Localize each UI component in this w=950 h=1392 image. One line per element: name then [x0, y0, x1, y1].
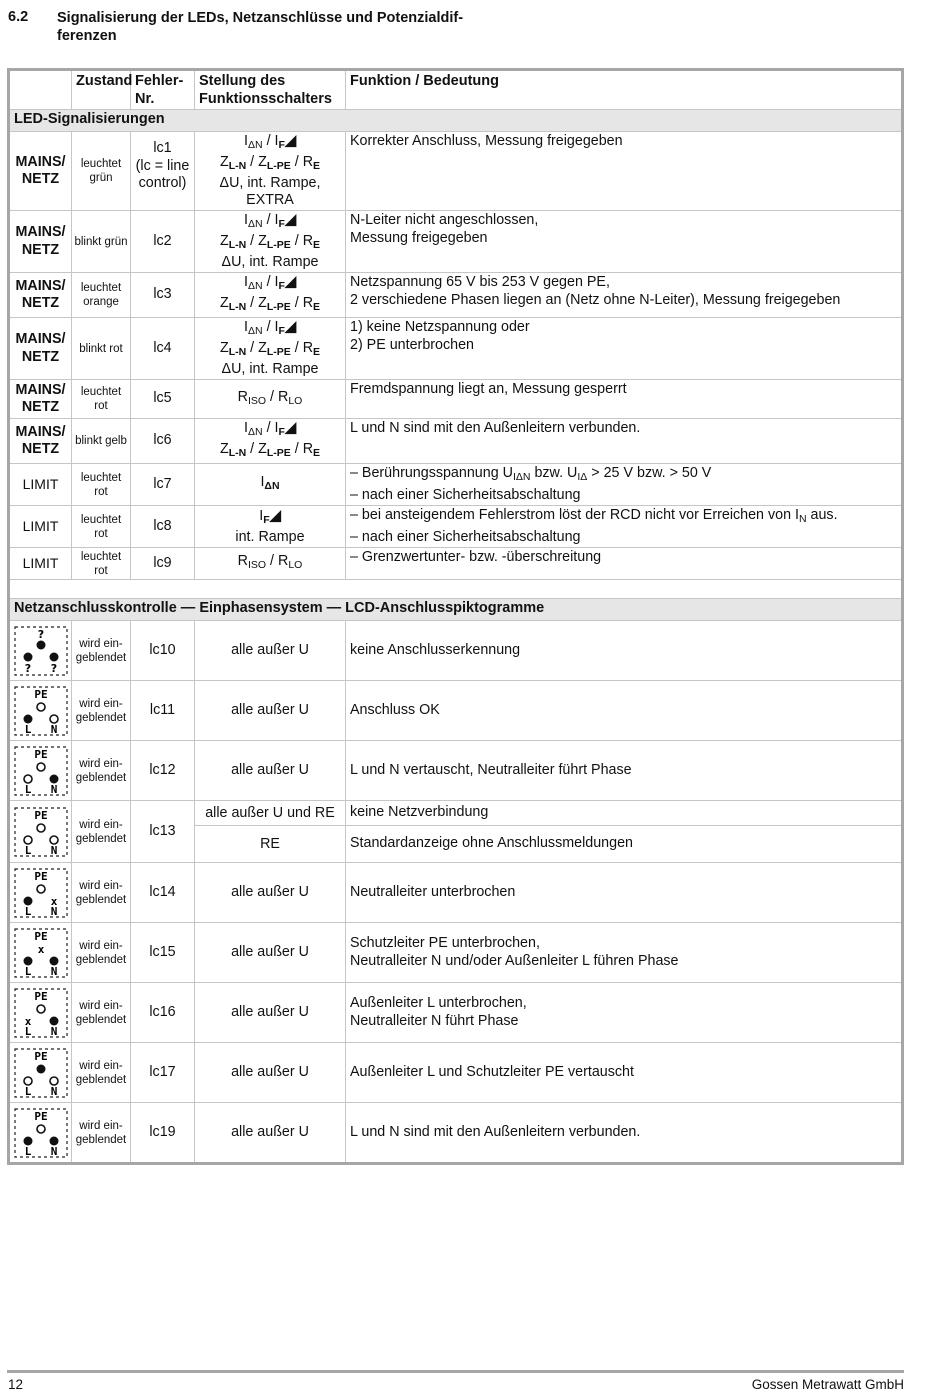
header-name [9, 70, 72, 110]
function-text: – Berührungsspannung $U_{I\Delta N}$ bzw. $U_{I\Delta} > 25$ V bzw. > 50 V – nach einer Sicherheitsabschaltung [346, 464, 903, 506]
switch-position: alle außer U [195, 923, 346, 983]
net-section-title: Netzanschlusskontrolle — Einphasensystem — LCD-Anschlusspiktogramme [9, 599, 903, 621]
svg-text:?: ? [50, 661, 58, 675]
table-row [9, 506, 903, 548]
table-row [9, 923, 903, 983]
svg-text:N: N [50, 722, 58, 736]
lcd-pictogram-two-phases [9, 1103, 72, 1164]
svg-text:PE: PE [34, 808, 48, 822]
lcd-pictogram-swapped [9, 741, 72, 801]
function-text: 1) keine Netzspannung oder 2) PE unterbrochen [346, 318, 903, 380]
lcd-pictogram-no-connection [9, 801, 72, 863]
function-text: Anschluss OK [346, 681, 903, 741]
error-code: lc5 [131, 380, 195, 419]
function-text: Neutralleiter unterbrochen [346, 863, 903, 923]
table-row [9, 1103, 903, 1164]
led-state: leuchtet rot [72, 464, 131, 506]
section-title-line2: ferenzen [57, 28, 117, 44]
error-code: lc8 [131, 506, 195, 548]
formula-riso-rlo: $R_{ISO} / R_{LO}$ [237, 553, 303, 571]
function-line: – Berührungsspannung $U_{I\Delta N}$ bzw. $U_{I\Delta} > 25$ V bzw. > 50 V [350, 465, 712, 483]
function-text: Netzspannung 65 V bis 253 V gegen PE, 2 verschiedene Phasen liegen an (Netz ohne N-Leiter), Messung freigegeben [346, 273, 903, 318]
header-error-l2: Nr. [135, 90, 155, 107]
error-code: lc1 (lc = line control) [131, 132, 195, 211]
error-code: lc19 [131, 1103, 195, 1164]
table-row [9, 1043, 903, 1103]
svg-text:PE: PE [34, 929, 48, 943]
switch-position [195, 211, 346, 273]
table-row [9, 380, 903, 419]
lcd-pictogram-l-pe-swapped [9, 1043, 72, 1103]
lcd-pictogram-unknown [9, 621, 72, 681]
svg-text:L: L [24, 722, 32, 736]
svg-text:L: L [24, 964, 32, 978]
error-code: lc11 [131, 681, 195, 741]
svg-text:L: L [24, 1144, 32, 1158]
led-section-header [9, 110, 903, 132]
error-code: lc15 [131, 923, 195, 983]
svg-text:x: x [24, 1014, 32, 1028]
error-code: lc12 [131, 741, 195, 801]
lcd-state: wird ein- geblendet [72, 1103, 131, 1164]
switch-line: ΔU, int. Rampe, [219, 175, 321, 191]
led-signal-table [7, 68, 904, 1165]
svg-text:L: L [24, 904, 32, 918]
led-name: LIMIT [9, 548, 72, 580]
led-name: MAINS/ NETZ [9, 380, 72, 419]
formula-if: $I_F◢$ [259, 507, 281, 526]
svg-text:PE: PE [34, 869, 48, 883]
lcd-state: wird ein- geblendet [72, 1043, 131, 1103]
lcd-state: wird ein- geblendet [72, 863, 131, 923]
lcd-state: wird ein- geblendet [72, 801, 131, 863]
error-code: lc16 [131, 983, 195, 1043]
error-code: lc17 [131, 1043, 195, 1103]
error-code: lc6 [131, 419, 195, 464]
function-text: L und N sind mit den Außenleitern verbunden. [346, 419, 903, 464]
led-name: LIMIT [9, 464, 72, 506]
table-row [9, 318, 903, 380]
formula-idn-if: $I_{\Delta N}$ / $I_F◢$ [244, 319, 296, 337]
table-row [9, 983, 903, 1043]
formula-z-r: $Z_{L-N} / Z_{L-PE} / R_E$ [219, 233, 321, 251]
function-text: – Grenzwertunter- bzw. -überschreitung [346, 548, 903, 580]
function-text: – bei ansteigendem Fehlerstrom löst der RCD nicht vor Erreichen von $I_N$ aus. – nach einer Sicherheitsabschaltung [346, 506, 903, 548]
led-state: leuchtet rot [72, 506, 131, 548]
formula-idn-if: $I_{\Delta N}$ / $I_F◢$ [244, 133, 296, 151]
switch-position: alle außer U [195, 741, 346, 801]
switch-line: int. Rampe [235, 528, 305, 545]
table-row [9, 548, 903, 580]
lcd-state: wird ein- geblendet [72, 983, 131, 1043]
switch-position [195, 380, 346, 419]
led-section-title: LED-Signalisierungen [9, 110, 903, 132]
switch-position [195, 464, 346, 506]
lcd-state: wird ein- geblendet [72, 741, 131, 801]
error-code: lc10 [131, 621, 195, 681]
formula-z-r: $Z_{L-N} / Z_{L-PE} / R_E$ [219, 340, 321, 358]
svg-text:?: ? [37, 627, 45, 641]
switch-position [195, 506, 346, 548]
error-code: lc4 [131, 318, 195, 380]
svg-text:N: N [50, 1024, 58, 1038]
table-row [9, 132, 903, 211]
svg-text:PE: PE [34, 1109, 48, 1123]
header-switch [195, 70, 346, 110]
table-row [9, 464, 903, 506]
svg-text:N: N [50, 843, 58, 857]
switch-position: alle außer U [195, 621, 346, 681]
function-text: L und N vertauscht, Neutralleiter führt Phase [346, 741, 903, 801]
function-text: L und N sind mit den Außenleitern verbunden. [346, 1103, 903, 1164]
function-text: Korrekter Anschluss, Messung freigegeben [346, 132, 903, 211]
switch-position [195, 548, 346, 580]
page-number: 12 [8, 1377, 24, 1392]
pictogram-icon [14, 868, 68, 918]
switch-line: ΔU, int. Rampe [221, 254, 319, 270]
svg-text:L: L [24, 843, 32, 857]
function-text: Außenleiter L und Schutzleiter PE vertauscht [346, 1043, 903, 1103]
section-number: 6.2 [8, 9, 29, 25]
led-name: MAINS/ NETZ [9, 211, 72, 273]
svg-text:N: N [50, 904, 58, 918]
pictogram-icon [14, 1048, 68, 1098]
table-row [9, 273, 903, 318]
footer-rule [7, 1370, 904, 1373]
switch-position: alle außer U [195, 983, 346, 1043]
formula-idn-if: $I_{\Delta N}$ / $I_F◢$ [244, 212, 296, 230]
pictogram-icon [14, 928, 68, 978]
svg-text:PE: PE [34, 687, 48, 701]
led-name: MAINS/ NETZ [9, 419, 72, 464]
switch-position: alle außer U [195, 1043, 346, 1103]
header-error [131, 70, 195, 110]
switch-position [195, 419, 346, 464]
pictogram-icon [14, 988, 68, 1038]
section-title [57, 9, 477, 45]
svg-text:x: x [50, 894, 58, 908]
svg-text:L: L [24, 1084, 32, 1098]
header-function: Funktion / Bedeutung [346, 70, 903, 110]
function-line: – bei ansteigendem Fehlerstrom löst der RCD nicht vor Erreichen von $I_N$ aus. [350, 507, 838, 525]
error-code: lc3 [131, 273, 195, 318]
table-row [9, 419, 903, 464]
section-title-line1: Signalisierung der LEDs, Netzanschlüsse und Potenzialdif- [57, 10, 464, 26]
switch-position: alle außer U [195, 863, 346, 923]
svg-text:x: x [37, 942, 45, 956]
led-state: leuchtet rot [72, 548, 131, 580]
table-row [9, 863, 903, 923]
led-name: MAINS/ NETZ [9, 132, 72, 211]
function-text: N-Leiter nicht angeschlossen, Messung freigegeben [346, 211, 903, 273]
table-row [9, 801, 903, 826]
led-name: LIMIT [9, 506, 72, 548]
led-state: blinkt gelb [72, 419, 131, 464]
header-state: Zustand [72, 70, 131, 110]
error-code: lc14 [131, 863, 195, 923]
lcd-pictogram-ok [9, 681, 72, 741]
header-switch-l1: Stellung des [199, 73, 286, 89]
formula-idn-if: $I_{\Delta N}$ / $I_F◢$ [244, 274, 296, 292]
spacer-cell [9, 580, 903, 599]
table-header-row [9, 70, 903, 110]
error-code: lc13 [131, 801, 195, 863]
svg-text:N: N [50, 964, 58, 978]
function-text: Standardanzeige ohne Anschlussmeldungen [346, 826, 903, 863]
switch-position [195, 318, 346, 380]
formula-z-r: $Z_{L-N} / Z_{L-PE} / R_E$ [219, 295, 321, 313]
svg-text:?: ? [24, 661, 32, 675]
led-state: leuchtet orange [72, 273, 131, 318]
header-switch-l2: Funktionsschalters [199, 90, 332, 107]
svg-text:L: L [24, 782, 32, 796]
function-text: Außenleiter L unterbrochen, Neutralleiter N führt Phase [346, 983, 903, 1043]
switch-position: RE [195, 826, 346, 863]
led-name: MAINS/ NETZ [9, 273, 72, 318]
net-section-header [9, 599, 903, 621]
table-row [9, 211, 903, 273]
formula-z-r: $Z_{L-N} / Z_{L-PE} / R_E$ [219, 154, 321, 172]
error-code: lc9 [131, 548, 195, 580]
spacer-row [9, 580, 903, 599]
function-text: keine Anschlusserkennung [346, 621, 903, 681]
error-code: lc2 [131, 211, 195, 273]
lcd-pictogram-l-open [9, 983, 72, 1043]
lcd-pictogram-pe-open [9, 923, 72, 983]
led-name: MAINS/ NETZ [9, 318, 72, 380]
lcd-state: wird ein- geblendet [72, 621, 131, 681]
switch-line: ΔU, int. Rampe [221, 361, 319, 377]
error-code: lc7 [131, 464, 195, 506]
svg-text:N: N [50, 1084, 58, 1098]
pictogram-icon [14, 626, 68, 676]
pictogram-icon [14, 1108, 68, 1158]
company-name: Gossen Metrawatt GmbH [751, 1377, 904, 1392]
table-row [9, 681, 903, 741]
function-text: Schutzleiter PE unterbrochen, Neutralleiter N und/oder Außenleiter L führen Phase [346, 923, 903, 983]
svg-text:N: N [50, 1144, 58, 1158]
switch-line: EXTRA [246, 192, 294, 208]
pictogram-icon [14, 746, 68, 796]
svg-text:PE: PE [34, 747, 48, 761]
header-error-l1: Fehler- [135, 73, 184, 89]
lcd-pictogram-n-open [9, 863, 72, 923]
switch-position [195, 132, 346, 211]
formula-idn-if: $I_{\Delta N}$ / $I_F◢$ [244, 420, 296, 438]
formula-z-r: $Z_{L-N} / Z_{L-PE} / R_E$ [219, 441, 321, 459]
lcd-state: wird ein- geblendet [72, 681, 131, 741]
switch-position: alle außer U [195, 1103, 346, 1164]
switch-position: alle außer U und RE [195, 801, 346, 826]
formula-idn: $I_{\Delta N}$ [260, 474, 280, 492]
function-text: keine Netzverbindung [346, 801, 903, 826]
function-text: Fremdspannung liegt an, Messung gesperrt [346, 380, 903, 419]
lcd-state: wird ein- geblendet [72, 923, 131, 983]
led-state: blinkt rot [72, 318, 131, 380]
formula-riso-rlo: $R_{ISO} / R_{LO}$ [237, 388, 303, 407]
pictogram-icon [14, 686, 68, 736]
switch-position [195, 273, 346, 318]
pictogram-icon [14, 807, 68, 857]
svg-text:L: L [24, 1024, 32, 1038]
table-row [9, 621, 903, 681]
svg-text:PE: PE [34, 989, 48, 1003]
svg-text:N: N [50, 782, 58, 796]
switch-position: alle außer U [195, 681, 346, 741]
svg-text:PE: PE [34, 1049, 48, 1063]
led-state: leuchtet grün [72, 132, 131, 211]
led-state: leuchtet rot [72, 380, 131, 419]
led-state: blinkt grün [72, 211, 131, 273]
table-row [9, 741, 903, 801]
